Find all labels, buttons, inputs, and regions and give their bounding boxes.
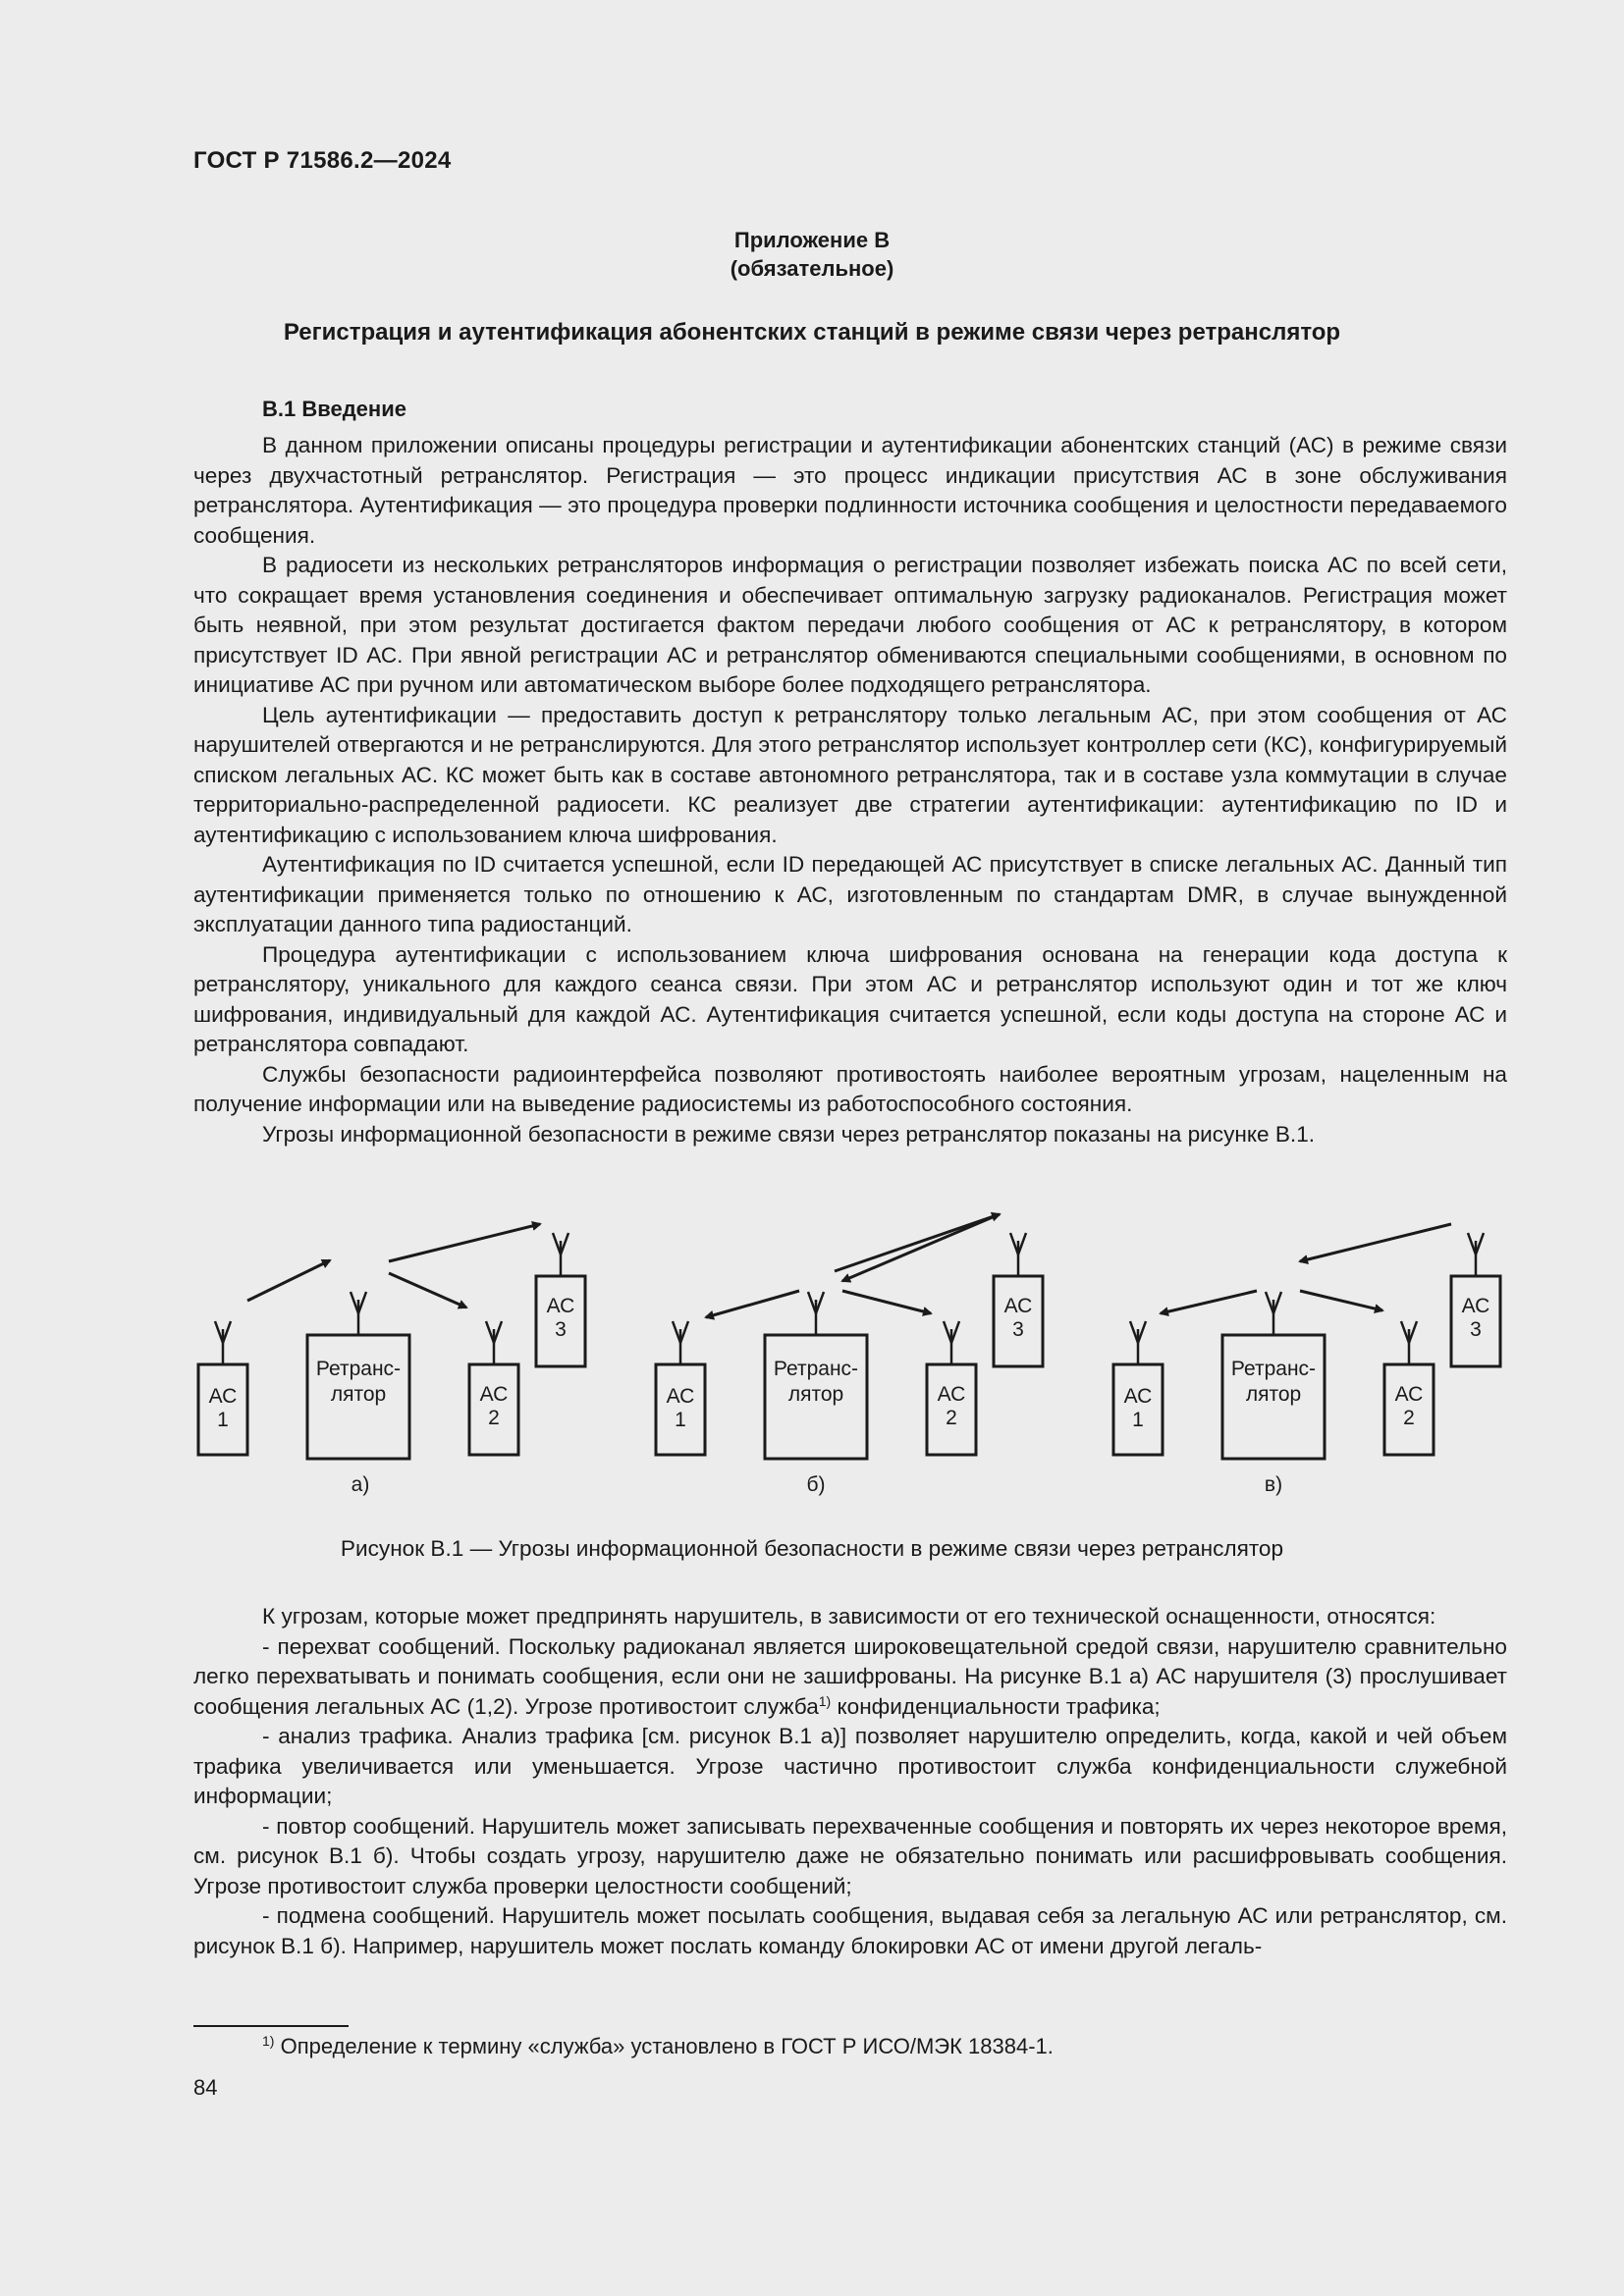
threat-item: - повтор сообщений. Нарушитель может записывать перехваченные сообщения и повторять их через некоторое время, см. рисунок В.1 б). Чтобы создать угрозу, нарушителю даже не обязательно понимать или расшифровывать сообщения. Угрозе противостоит служба проверки целостности сообщений;: [193, 1813, 1507, 1898]
station-label: АС: [666, 1385, 695, 1408]
station-label: АС: [1461, 1295, 1490, 1317]
threat-diagram: [187, 1202, 1522, 1526]
threats-text: [193, 1602, 1507, 1961]
annex-title: Регистрация и аутентификация абонентских станций в режиме связи через ретранслятор: [283, 319, 1341, 346]
panel-c: [1113, 1224, 1500, 1459]
paragraph: Аутентификация по ID считается успешной, если ID передающей АС присутствует в списке легальных АС. Данный тип аутентификации применяется только по отношению к АС, изготовленным по стандартам DMR, в случае вынужденной эксплуатации данного типа радиостанций.: [193, 852, 1507, 936]
station-label: 2: [946, 1407, 957, 1429]
paragraph: Цель аутентификации — предоставить доступ к ретранслятору только легальным АС, при этом сообщения от АС нарушителей отвергаются и не ретранслируются. Для этого ретранслятор использует контроллер сети (КС), конфигурируемый списком легальных АС. КС может быть как в составе автономного ретранслятора, так и в составе узла коммутации в случае территориально-распределенной радиосети. КС реализует две стратегии аутентификации: аутентификацию по ID и аутентификацию с использованием ключа шифрования.: [193, 702, 1507, 847]
station-label: АС: [546, 1295, 575, 1317]
station-label: АС: [479, 1383, 509, 1406]
document-code: ГОСТ Р 71586.2—2024: [193, 147, 452, 174]
panel-b: [656, 1214, 1043, 1459]
repeater-label: Ретранс-: [1230, 1358, 1317, 1380]
threat-item: - анализ трафика. Анализ трафика [см. рисунок В.1 а)] позволяет нарушителю определить, когда, какой и чей объем трафика увеличивается или уменьшается. Угрозе частично противостоит служба конфиденциальности служебной информации;: [193, 1724, 1507, 1808]
paragraph: Угрозы информационной безопасности в режиме связи через ретранслятор показаны на рисунке В.1.: [262, 1121, 1316, 1147]
station-label: АС: [208, 1385, 238, 1408]
annex-status: (обязательное): [730, 256, 894, 281]
paragraph: В радиосети из нескольких ретрансляторов информация о регистрации позволяет избежать поиска АС по всей сети, что сокращает время установления соединения и обеспечивает оптимальную загрузку радиоканалов. Регистрация может быть неявной, при этом результат достигается фактом передачи любого сообщения от АС к ретранслятору, в котором присутствует ID АС. При явной регистрации АС и ретранслятор обмениваются специальными сообщениями, в основном по инициативе АС при ручном или автоматическом выборе более подходящего ретранслятора.: [193, 553, 1507, 697]
threat-arrow: [1300, 1224, 1451, 1261]
footnote-mark: 1): [262, 2033, 275, 2049]
paragraph: В данном приложении описаны процедуры регистрации и аутентификации абонентских станций (АС) в режиме связи через двухчастотный ретранслятор. Регистрация — это процесс индикации присутствия АС в зоне обслуживания ретранслятора. Аутентификация — это процедура проверки подлинности источника сообщения и целостности передаваемого сообщения.: [193, 433, 1507, 548]
repeater-label: лятор: [1245, 1383, 1302, 1406]
repeater-label: лятор: [330, 1383, 387, 1406]
threats-intro: К угрозам, которые может предпринять нарушитель, в зависимости от его технической оснащенности, относятся:: [262, 1604, 1436, 1629]
footnote: $^{1)}$ Определение к термину «служба» установлено в ГОСТ Р ИСО/МЭК 18384-1.: [262, 2033, 1054, 2058]
paragraph: Процедура аутентификации с использованием ключа шифрования основана на генерации кода доступа к ретранслятору, уникального для каждого сеанса связи. При этом АС и ретранслятор используют один и тот же ключ шифрования, индивидуальный для каждой АС. Аутентификация считается успешной, если коды доступа на стороне АС и ретранслятора совпадают.: [193, 941, 1507, 1056]
station-label: 2: [488, 1407, 500, 1429]
threat-arrow: [247, 1260, 330, 1301]
figure-b1: [187, 1202, 1522, 1526]
station-label: 1: [217, 1409, 229, 1431]
station-label: 3: [555, 1318, 567, 1341]
panel-label: б): [806, 1473, 826, 1496]
station-label: 3: [1012, 1318, 1024, 1341]
station-label: АС: [1394, 1383, 1424, 1406]
footnote-separator: [193, 2025, 349, 2027]
section-heading: В.1 Введение: [262, 397, 406, 421]
threat-arrow: [1300, 1291, 1382, 1310]
panel-a: [198, 1224, 585, 1459]
threat-item: - подмена сообщений. Нарушитель может посылать сообщения, выдавая себя за легальную АС или ретранслятор, см. рисунок В.1 б). Например, нарушитель может послать команду блокировки АС от имени другой легаль-: [193, 1903, 1507, 1958]
repeater-label: лятор: [787, 1383, 844, 1406]
annex-heading: [0, 226, 1624, 283]
panel-label: в): [1264, 1473, 1283, 1496]
intro-text: [193, 431, 1507, 1149]
annex-label: Приложение В: [733, 228, 891, 252]
threat-arrow: [389, 1224, 540, 1261]
station-label: АС: [937, 1383, 966, 1406]
station-label: АС: [1123, 1385, 1153, 1408]
footnote-ref: 1): [818, 1692, 832, 1709]
threat-arrow: [389, 1273, 466, 1308]
threat-arrow: [835, 1214, 1000, 1271]
threat-arrow: [842, 1291, 931, 1313]
station-label: 2: [1403, 1407, 1415, 1429]
threat-arrow: [1161, 1291, 1257, 1313]
page-number: 84: [193, 2075, 218, 2100]
station-label: 3: [1470, 1318, 1482, 1341]
station-label: 1: [675, 1409, 686, 1431]
panel-label: а): [351, 1473, 370, 1496]
paragraph: Службы безопасности радиоинтерфейса позволяют противостоять наиболее вероятным угрозам, нацеленным на получение информации или на выведение радиосистемы из работоспособного состояния.: [193, 1061, 1507, 1116]
threat-arrow: [706, 1291, 799, 1317]
repeater-label: Ретранс-: [315, 1358, 402, 1380]
repeater-label: Ретранс-: [773, 1358, 859, 1380]
figure-caption: Рисунок В.1 — Угрозы информационной безопасности в режиме связи через ретранслятор: [340, 1536, 1284, 1561]
threat-item: - перехват сообщений. Поскольку радиоканал является широковещательной средой связи, нарушителю сравнительно легко перехватывать и понимать сообщения, если они не зашифрованы. На рисунке В.1 а) АС нарушителя (3) прослушивает сообщения легальных АС (1,2). Угрозе противостоит служба$^{1)}$ конфиденциальности трафика;: [193, 1633, 1507, 1719]
station-label: 1: [1132, 1409, 1144, 1431]
station-label: АС: [1003, 1295, 1033, 1317]
threat-arrow: [842, 1214, 1000, 1281]
